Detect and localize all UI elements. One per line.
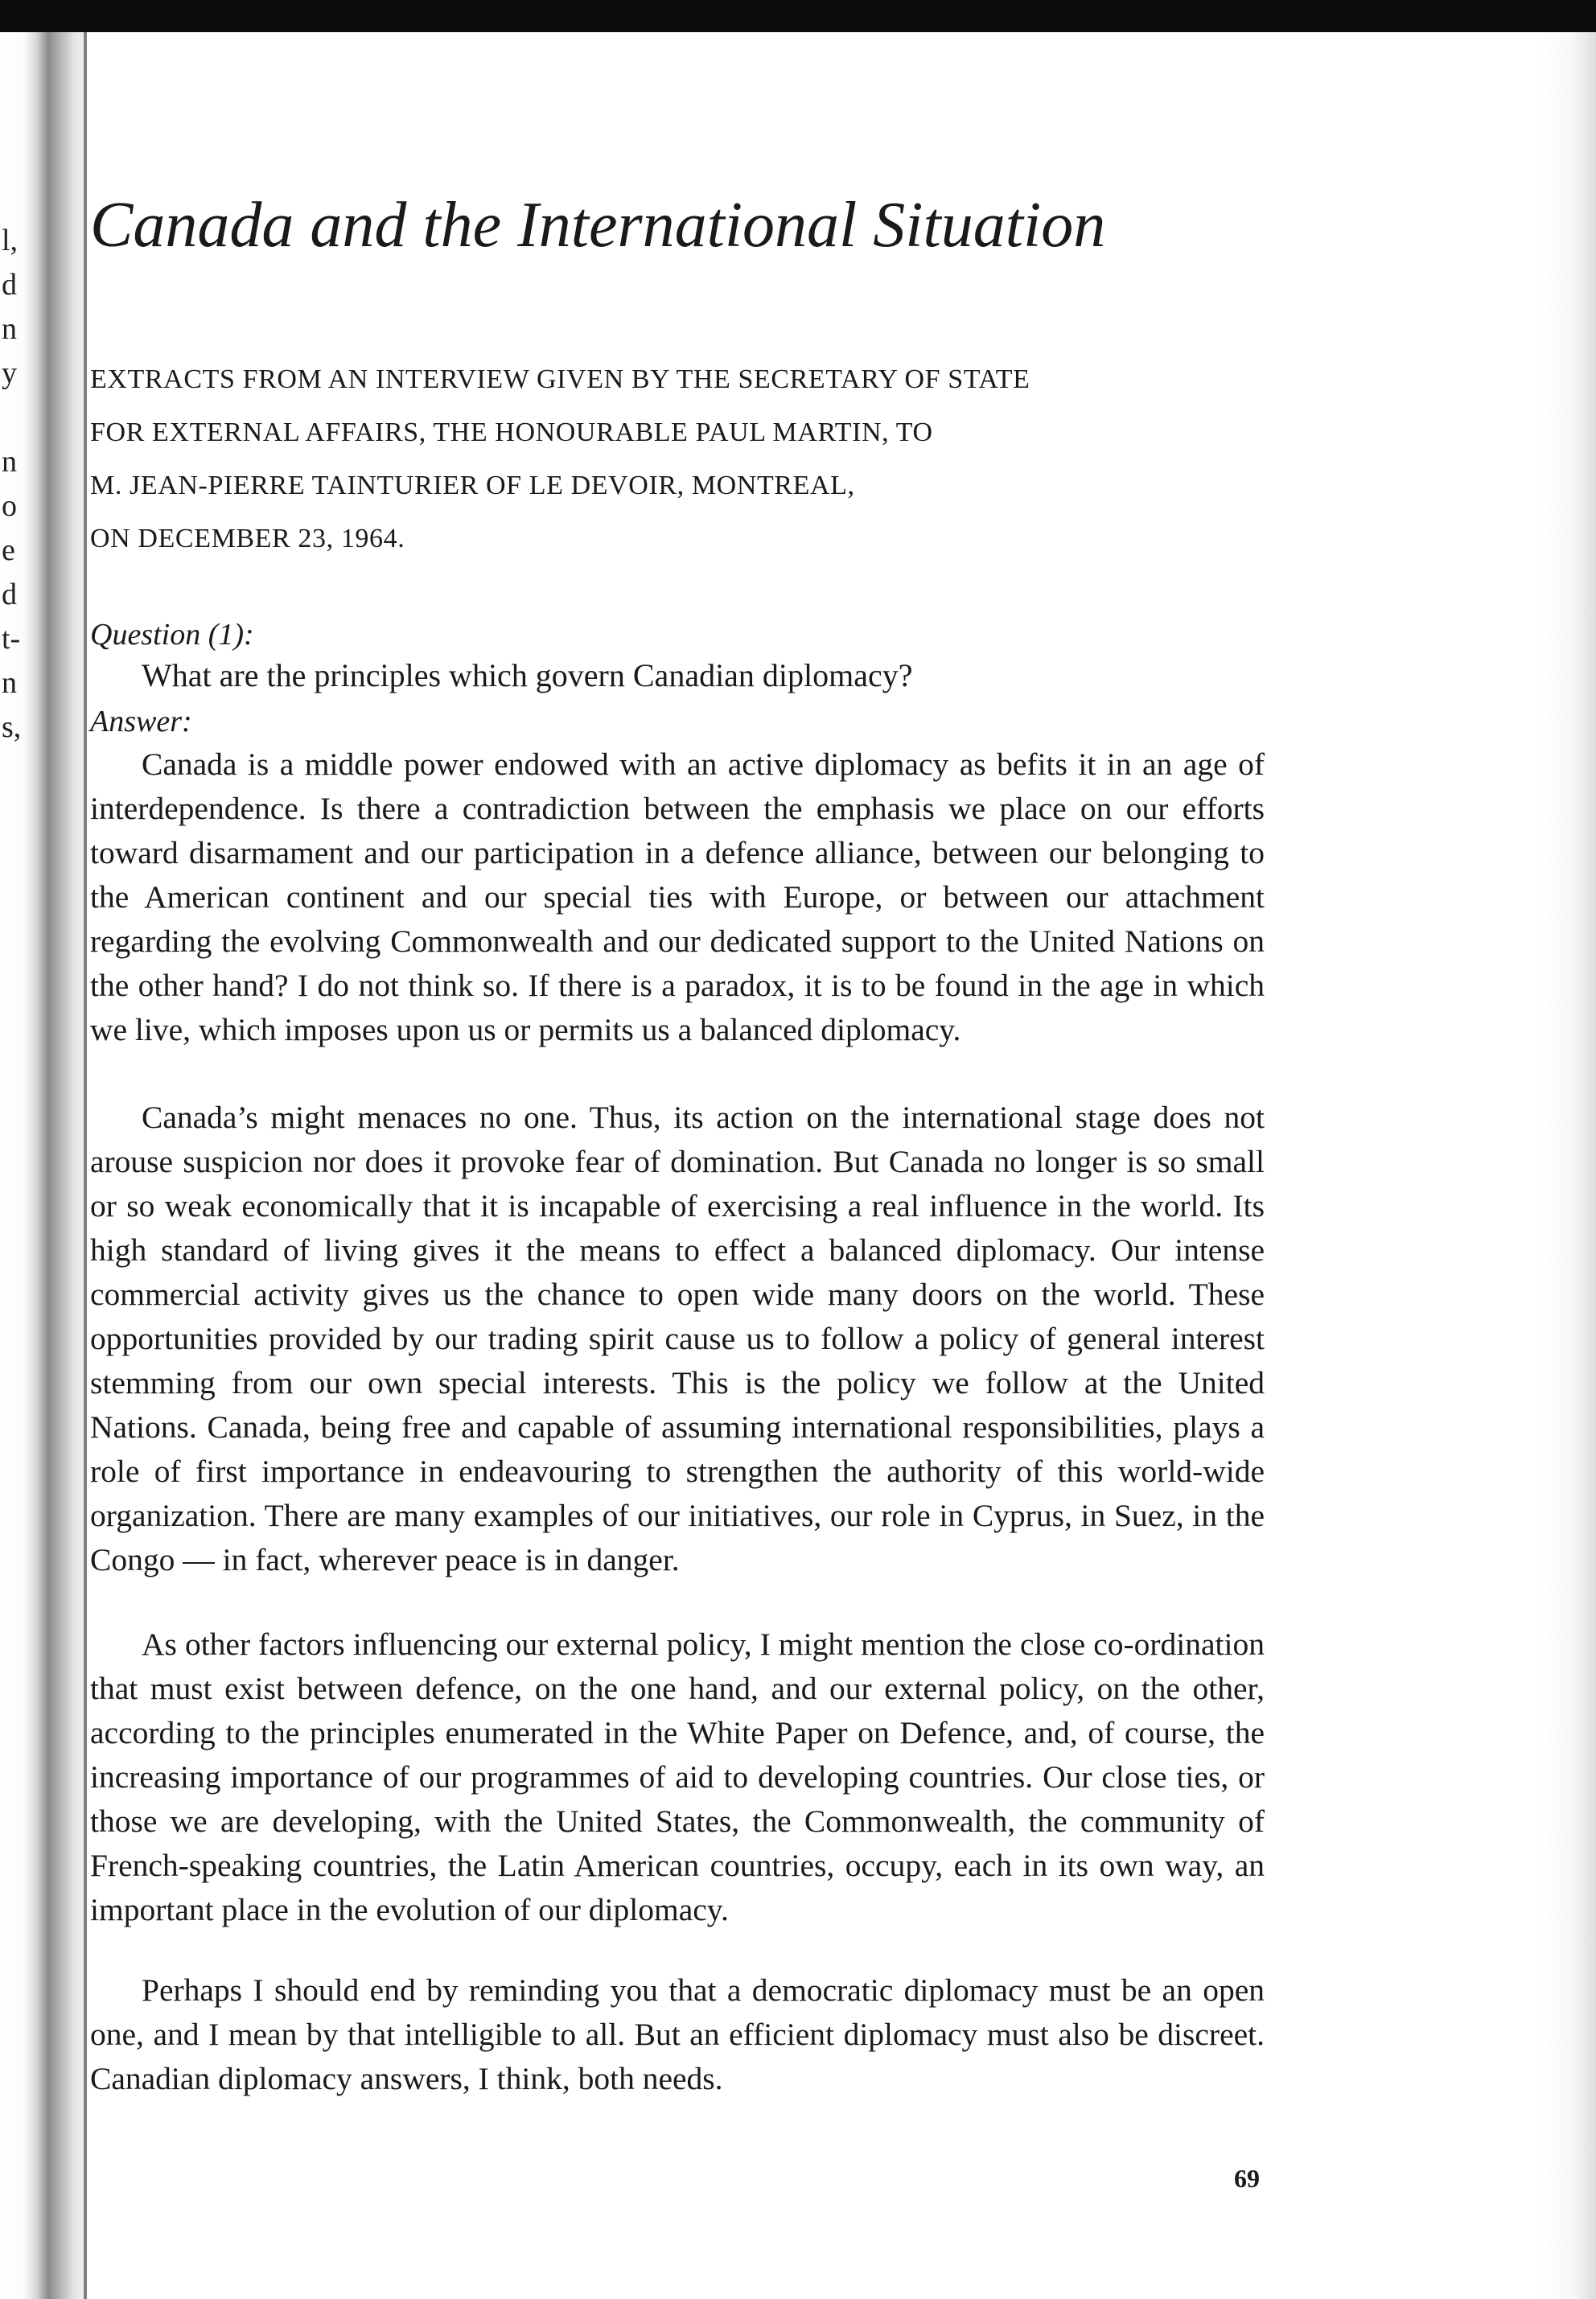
facing-page-letter: o: [2, 489, 17, 523]
answer-paragraph: Canada is a middle power endowed with an active diplomacy as befits it in an age of interdependence. Is there a contradiction between the emphasis we place on our efforts toward disarmament and our participation in a defence alliance, between our belonging to the American continent and our special ties with Europe, or between our attachment regarding the evolving Commonwealth and our dedicated support to the United Nations on the other hand? I do not think so. If there is a paradox, it is to be found in the age in which we live, which imposes upon us or permits us a balanced diplomacy.: [90, 746, 1265, 1047]
facing-page-letter: e: [2, 533, 15, 567]
question-text: What are the principles which govern Canadian diplomacy?: [142, 657, 913, 693]
facing-page-letter: l,: [2, 224, 19, 257]
facing-page-letter: d: [2, 268, 17, 302]
page-edge-line: [84, 32, 87, 2299]
intro-line: EXTRACTS FROM AN INTERVIEW GIVEN BY THE SECRETARY OF STATE: [90, 364, 1030, 394]
right-page-edge: [1540, 32, 1596, 2299]
article-title: Canada and the International Situation: [90, 190, 1106, 261]
facing-page-letter: n: [2, 445, 17, 479]
facing-page-letter: n: [2, 312, 17, 346]
facing-page-letter: s,: [2, 710, 22, 744]
intro-line: M. JEAN-PIERRE TAINTURIER OF LE DEVOIR, MONTREAL,: [90, 471, 855, 500]
facing-page-letter: d: [2, 578, 17, 611]
answer-paragraph: Canada’s might menaces no one. Thus, its action on the international stage does not arouse suspicion nor does it provoke fear of domination. But Canada no longer is so small or so weak economically that it is incapable of exercising a real influence in the world. Its high standard of living gives it the means to effect a balanced diplomacy. Our intense commercial activity gives us the chance to open wide many doors on the world. These opportunities provided by our trading spirit cause us to follow a policy of general interest stemming from our own special interests. This is the policy we follow at the United Nations. Canada, being free and capable of assuming international responsibilities, plays a role of first importance in endeavouring to strengthen the authority of this world-wide organization. There are many examples of our initiatives, our role in Cyprus, in Suez, in the Congo — in fact, wherever peace is in danger.: [90, 1100, 1265, 1577]
page-number: 69: [1234, 2164, 1260, 2193]
facing-page-letter: t-: [2, 622, 21, 656]
answer-paragraph: Perhaps I should end by reminding you that a democratic diplomacy must be an open one, and I mean by that intelligible to all. But an efficient diplomacy must also be discreet. Canadian diplomacy answers, I think, both needs.: [90, 1972, 1265, 2096]
facing-page-letter: y: [2, 356, 17, 390]
scan-top-border: [0, 0, 1596, 32]
facing-page-letter: n: [2, 666, 17, 700]
answer-paragraph: As other factors influencing our external policy, I might mention the close co-ordination that must exist between defence, on the one hand, and our external policy, on the other, according to the principles enumerated in the White Paper on Defence, and, of course, the increasing importance of our programmes of aid to developing countries. Our close ties, or those we are developing, with the United States, the Commonwealth, the community of French-speaking countries, the Latin American countries, occupy, each in its own way, an important place in the evolution of our diplomacy.: [90, 1627, 1265, 1927]
intro-line: ON DECEMBER 23, 1964.: [90, 524, 405, 553]
answer-label: Answer:: [90, 705, 192, 738]
question-label: Question (1):: [90, 618, 254, 652]
intro-line: FOR EXTERNAL AFFAIRS, THE HONOURABLE PAUL MARTIN, TO: [90, 417, 933, 447]
